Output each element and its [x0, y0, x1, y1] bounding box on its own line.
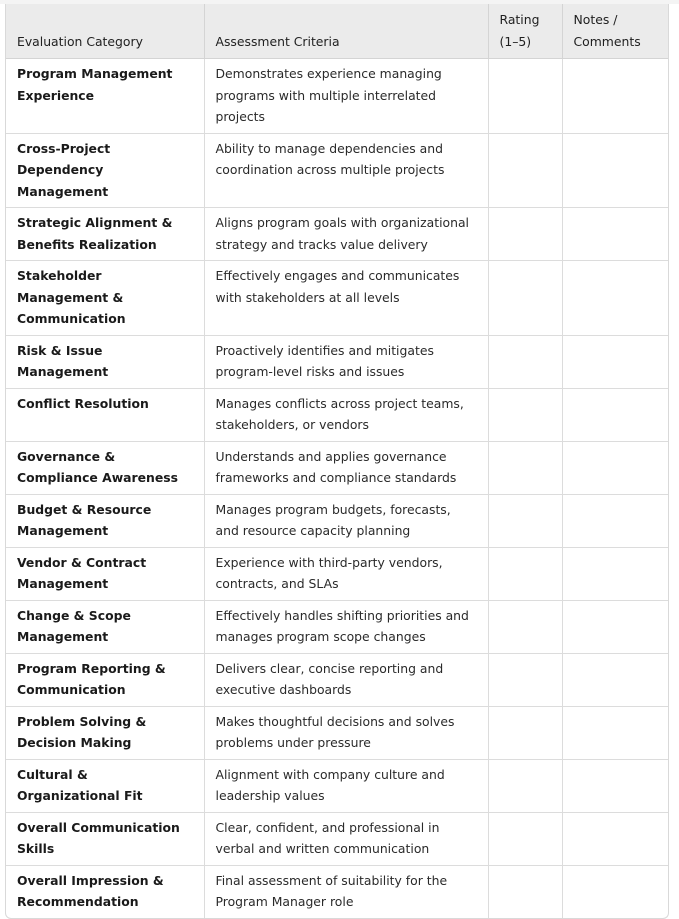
rating-cell[interactable]: [488, 706, 562, 759]
table-row: [6, 600, 668, 653]
criteria-cell: Understands and applies governance frameworks and compliance standards: [204, 441, 488, 494]
table-row: [6, 812, 668, 865]
header-notes: [562, 4, 668, 59]
notes-cell[interactable]: [562, 653, 668, 706]
rating-cell[interactable]: [488, 494, 562, 547]
criteria-cell: Clear, confident, and professional in verbal and written communication: [204, 812, 488, 865]
category-cell: Overall Communication Skills: [6, 812, 204, 865]
rating-cell[interactable]: [488, 59, 562, 134]
notes-cell[interactable]: [562, 133, 668, 208]
header-rating-line1: Rating: [499, 12, 540, 27]
table-header-row: [6, 4, 668, 59]
criteria-cell: Proactively identifies and mitigates program-level risks and issues: [204, 335, 488, 388]
table-row: [6, 706, 668, 759]
category-cell: Budget & Resource Management: [6, 494, 204, 547]
notes-cell[interactable]: [562, 335, 668, 388]
rating-cell[interactable]: [488, 261, 562, 336]
category-cell: Program Reporting & Communication: [6, 653, 204, 706]
table-row: [6, 388, 668, 441]
notes-cell[interactable]: [562, 706, 668, 759]
category-cell: Cultural & Organizational Fit: [6, 759, 204, 812]
rating-cell[interactable]: [488, 388, 562, 441]
category-cell: Governance & Compliance Awareness: [6, 441, 204, 494]
table-row: [6, 261, 668, 336]
header-evaluation-category: Evaluation Category: [6, 4, 204, 59]
evaluation-table-container: [5, 4, 669, 919]
criteria-cell: Experience with third-party vendors, contracts, and SLAs: [204, 547, 488, 600]
header-rating: [488, 4, 562, 59]
notes-cell[interactable]: [562, 494, 668, 547]
notes-cell[interactable]: [562, 759, 668, 812]
category-cell: Change & Scope Management: [6, 600, 204, 653]
rating-cell[interactable]: [488, 547, 562, 600]
table-row: [6, 547, 668, 600]
rating-cell[interactable]: [488, 759, 562, 812]
notes-cell[interactable]: [562, 441, 668, 494]
notes-cell[interactable]: [562, 388, 668, 441]
header-rating-line2: (1–5): [499, 34, 532, 49]
header-notes-line1: Notes /: [573, 12, 618, 27]
criteria-cell: Effectively handles shifting priorities and manages program scope changes: [204, 600, 488, 653]
rating-cell[interactable]: [488, 865, 562, 918]
category-cell: Program Management Experience: [6, 59, 204, 134]
table-row: [6, 865, 668, 918]
notes-cell[interactable]: [562, 865, 668, 918]
criteria-cell: Effectively engages and communicates with stakeholders at all levels: [204, 261, 488, 336]
notes-cell[interactable]: [562, 547, 668, 600]
criteria-cell: Makes thoughtful decisions and solves problems under pressure: [204, 706, 488, 759]
header-assessment-criteria: Assessment Criteria: [204, 4, 488, 59]
evaluation-table: [6, 4, 668, 918]
table-row: [6, 441, 668, 494]
category-cell: Risk & Issue Management: [6, 335, 204, 388]
notes-cell[interactable]: [562, 59, 668, 134]
table-row: [6, 494, 668, 547]
table-row: [6, 59, 668, 134]
category-cell: Problem Solving & Decision Making: [6, 706, 204, 759]
table-row: [6, 335, 668, 388]
criteria-cell: Final assessment of suitability for the Program Manager role: [204, 865, 488, 918]
category-cell: Strategic Alignment & Benefits Realization: [6, 208, 204, 261]
category-cell: Conflict Resolution: [6, 388, 204, 441]
notes-cell[interactable]: [562, 812, 668, 865]
criteria-cell: Alignment with company culture and leadership values: [204, 759, 488, 812]
rating-cell[interactable]: [488, 335, 562, 388]
table-row: [6, 653, 668, 706]
rating-cell[interactable]: [488, 441, 562, 494]
category-cell: Stakeholder Management & Communication: [6, 261, 204, 336]
table-row: [6, 759, 668, 812]
rating-cell[interactable]: [488, 812, 562, 865]
table-row: [6, 208, 668, 261]
criteria-cell: Delivers clear, concise reporting and executive dashboards: [204, 653, 488, 706]
criteria-cell: Manages conflicts across project teams, stakeholders, or vendors: [204, 388, 488, 441]
notes-cell[interactable]: [562, 261, 668, 336]
criteria-cell: Demonstrates experience managing programs with multiple interrelated projects: [204, 59, 488, 134]
category-cell: Vendor & Contract Management: [6, 547, 204, 600]
rating-cell[interactable]: [488, 133, 562, 208]
category-cell: Overall Impression & Recommendation: [6, 865, 204, 918]
criteria-cell: Aligns program goals with organizational strategy and tracks value delivery: [204, 208, 488, 261]
criteria-cell: Ability to manage dependencies and coordination across multiple projects: [204, 133, 488, 208]
notes-cell[interactable]: [562, 208, 668, 261]
rating-cell[interactable]: [488, 653, 562, 706]
header-notes-line2: Comments: [573, 34, 641, 49]
notes-cell[interactable]: [562, 600, 668, 653]
criteria-cell: Manages program budgets, forecasts, and resource capacity planning: [204, 494, 488, 547]
rating-cell[interactable]: [488, 208, 562, 261]
category-cell: Cross-Project Dependency Management: [6, 133, 204, 208]
rating-cell[interactable]: [488, 600, 562, 653]
table-row: [6, 133, 668, 208]
